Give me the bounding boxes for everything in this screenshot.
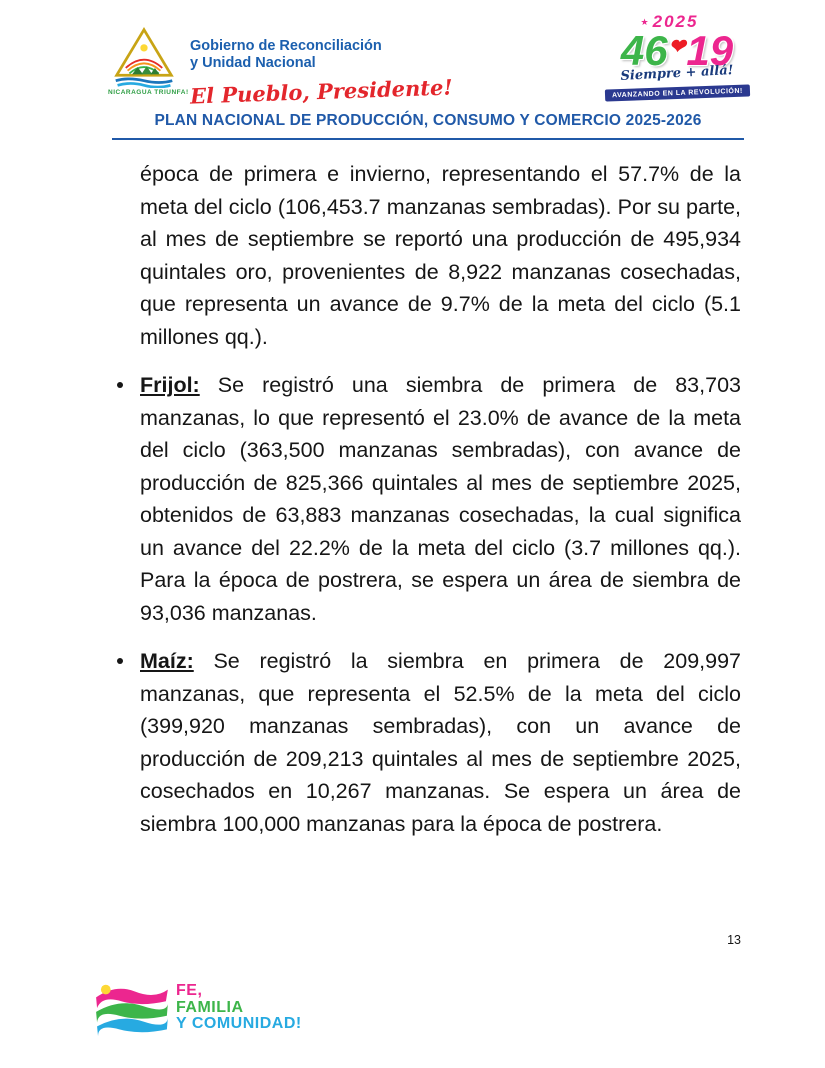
crop-bullet-list bbox=[140, 369, 741, 840]
nicaragua-triunfa-text: NICARAGUA TRIUNFA! bbox=[108, 89, 189, 96]
footer-word-fe: FE, bbox=[176, 981, 203, 999]
bullet-text-frijol: Se registró una siembra de primera de 83,703 manzanas, lo que representó el 23.0% de avance de la meta del ciclo (363,500 manzanas sembradas), con avance de producción de 825,366 quintales al mes de septiembre 2025, obtenidos de 63,883 manzanas cosechadas, la cual significa un avance del 22.2% de la meta del ciclo (3.7 millones qq.). Para la época de postrera, se espera un área de siembra de 93,036 manzanas. bbox=[140, 373, 741, 625]
fe-familia-comunidad-logo bbox=[92, 976, 302, 1040]
bullet-item-maiz bbox=[140, 645, 741, 840]
nicaragua-triangle-emblem-icon bbox=[112, 26, 176, 88]
waves-icon bbox=[92, 976, 170, 1040]
bullet-label-frijol: Frijol: bbox=[140, 373, 200, 397]
title-divider bbox=[112, 138, 744, 140]
heart-icon: ❤ bbox=[668, 36, 686, 58]
number-19: 19 bbox=[686, 27, 734, 74]
gov-name-line2: y Unidad Nacional bbox=[190, 55, 316, 72]
bullet-label-maiz: Maíz: bbox=[140, 649, 194, 673]
footer-word-comunidad: Y COMUNIDAD! bbox=[176, 1015, 302, 1033]
number-46: 46 bbox=[620, 27, 668, 74]
page-title: PLAN NACIONAL DE PRODUCCIÓN, CONSUMO Y COMERCIO 2025-2026 bbox=[154, 112, 702, 129]
pueblo-presidente-slogan: El Pueblo, Presidente! bbox=[189, 74, 453, 109]
gov-name-line1: Gobierno de Reconciliación bbox=[190, 38, 382, 54]
campaign-logo-4619 bbox=[597, 12, 757, 99]
siempre-mas-alla-slogan: Siempre + allá! bbox=[620, 63, 734, 84]
fsln-flag-icon bbox=[702, 18, 713, 27]
nicaragua-emblem-icon bbox=[108, 26, 189, 96]
campaign-year: 2025 bbox=[652, 12, 699, 31]
bullet-item-frijol bbox=[140, 369, 741, 629]
bullet-text-maiz: Se registró la siembra en primera de 209,997 manzanas, que representa el 52.5% de la meta del ciclo (399,920 manzanas sembradas), con un avance de producción de 209,213 quintales al mes de septiembre 2025, cosechados en 10,267 manzanas. Se espera un área de siembra 100,000 manzanas para la época de postrera. bbox=[140, 649, 741, 836]
page-number: 13 bbox=[727, 933, 741, 947]
intro-paragraph: época de primera e invierno, representando el 57.7% de la meta del ciclo (106,453.7 manzanas sembradas). Por su parte, al mes de septiembre se reportó una producción de 495,934 quintales oro, provenientes de 8,922 manzanas cosechadas, que representa un avance de 9.7% de la meta del ciclo (5.1 millones qq.). bbox=[140, 162, 741, 349]
avanzando-ribbon: AVANZANDO EN LA REVOLUCIÓN! bbox=[604, 84, 749, 101]
star-icon: ★ bbox=[640, 16, 649, 27]
footer-word-familia: FAMILIA bbox=[176, 998, 244, 1016]
government-logo bbox=[108, 26, 453, 109]
document-body bbox=[140, 158, 741, 840]
